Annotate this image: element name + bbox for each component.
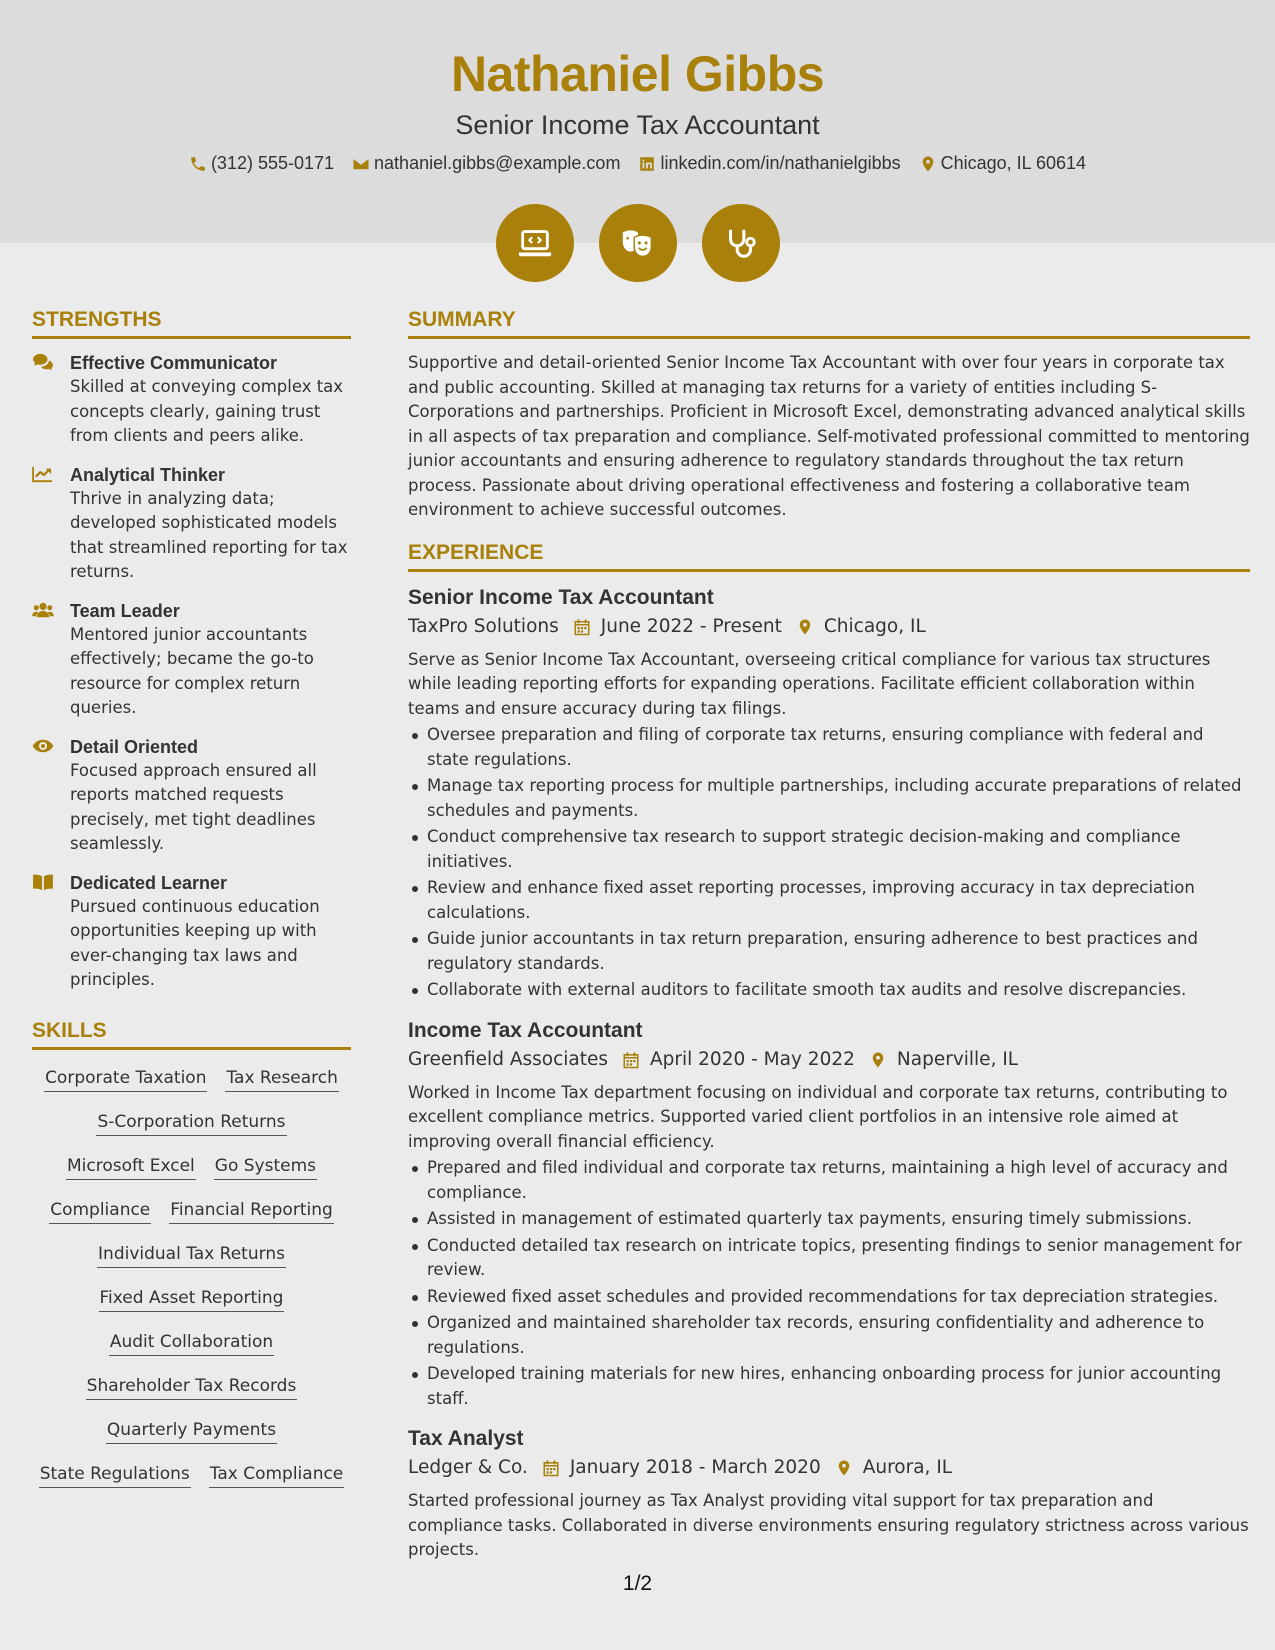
bullet-item: Guide junior accountants in tax return preparation, ensuring adherence to best practices and regulatory standards. — [408, 927, 1250, 976]
skill-tag: Financial Reporting — [169, 1200, 334, 1224]
contact-phone-text: (312) 555-0171 — [210, 153, 335, 173]
bullet-item: Manage tax reporting process for multiple partnerships, including accurate preparations of related schedules and payments. — [408, 774, 1250, 823]
strength-name: Effective Communicator — [70, 353, 278, 373]
skill-tag: Tax Compliance — [209, 1464, 345, 1488]
job-company: Ledger & Co. — [408, 1457, 528, 1478]
job-company: TaxPro Solutions — [408, 615, 559, 637]
strength-name: Detail Oriented — [70, 736, 199, 757]
job-dates: June 2022 - Present — [600, 615, 782, 637]
bullet-item: Conducted detailed tax research on intricate topics, presenting findings to senior management for review. — [408, 1234, 1250, 1283]
skill-tag: Quarterly Payments — [106, 1420, 277, 1444]
job-meta — [408, 1453, 1250, 1483]
strength-item — [32, 599, 351, 721]
skills-list — [32, 1062, 351, 1502]
left-column — [32, 308, 351, 1502]
bullet-item: Collaborate with external auditors to facilitate smooth tax audits and resolve discrepancies. — [408, 978, 1250, 1003]
skill-tag: Microsoft Excel — [66, 1156, 196, 1180]
experience-entry — [408, 1017, 1250, 1412]
calendar-icon — [542, 1459, 560, 1477]
contact-location — [919, 153, 1086, 174]
map-pin-icon — [869, 1051, 887, 1069]
theater-masks-icon — [619, 224, 657, 262]
skill-tag: Tax Research — [225, 1068, 338, 1092]
contact-linkedin-text: linkedin.com/in/nathanielgibbs — [660, 153, 901, 173]
contact-bar — [0, 153, 1275, 174]
job-location: Naperville, IL — [896, 1048, 1019, 1070]
job-title: Tax Analyst — [408, 1427, 524, 1450]
skill-tag: Corporate Taxation — [44, 1068, 207, 1092]
strength-item — [32, 351, 351, 449]
job-description: Worked in Income Tax department focusing on individual and corporate tax returns, contributing to excellent compliance metrics. Supported varied client portfolios in an intensive role aimed at improving overall financial efficiency. — [408, 1082, 1228, 1151]
comments-icon — [32, 353, 54, 371]
skill-tag: State Regulations — [39, 1464, 191, 1488]
job-description: Serve as Senior Income Tax Accountant, overseeing critical compliance for various tax structures while leading reporting efforts for expanding operations. Facilitate efficient collaboration within teams and ensure accuracy during tax filings. — [408, 649, 1211, 718]
job-bullets — [408, 723, 1250, 1003]
job-title: Senior Income Tax Accountant — [408, 585, 714, 609]
experience-entry — [408, 1425, 1250, 1563]
experience-entry — [408, 584, 1250, 1003]
chart-line-icon — [32, 465, 54, 483]
interest-circle-stethoscope — [702, 204, 780, 282]
bullet-item: Organized and maintained shareholder tax records, ensuring confidentiality and adherence to regulations. — [408, 1311, 1250, 1360]
summary-text: Supportive and detail-oriented Senior Income Tax Accountant with over four years in corporate tax and public accounting. Skilled at managing tax returns for a variety of entities including S-Corporations and partnerships. Proficient in Microsoft Excel, demonstrating advanced analytical skills in all aspects of tax preparation and compliance. Self-motivated professional committed to mentoring junior accountants and ensuring adherence to regulatory standards throughout the tax return process. Passionate about driving operational effectiveness and fostering a collaborative team environment to achieve successful outcomes. — [408, 353, 1250, 519]
envelope-icon — [352, 155, 370, 173]
bullet-item: Conduct comprehensive tax research to support strategic decision-making and compliance initiatives. — [408, 825, 1250, 874]
candidate-name: Nathaniel Gibbs — [450, 46, 825, 102]
calendar-icon — [573, 618, 591, 636]
candidate-title: Senior Income Tax Accountant — [455, 110, 820, 140]
strength-desc: Focused approach ensured all reports matched requests precisely, met tight deadlines seamlessly. — [70, 760, 317, 853]
linkedin-icon — [638, 155, 656, 173]
contact-location-text: Chicago, IL 60614 — [940, 153, 1087, 173]
job-title: Income Tax Accountant — [408, 1018, 643, 1042]
users-icon — [32, 601, 54, 619]
interest-icons — [0, 204, 1275, 282]
skill-tag: Shareholder Tax Records — [86, 1376, 298, 1400]
bullet-item: Reviewed fixed asset schedules and provided recommendations for tax depreciation strategies. — [408, 1285, 1250, 1310]
interest-circle-laptop — [496, 204, 574, 282]
map-pin-icon — [796, 618, 814, 636]
strengths-heading: STRENGTHS — [32, 308, 351, 339]
right-column — [408, 308, 1250, 1577]
job-description: Started professional journey as Tax Analyst providing vital support for tax preparation and compliance tasks. Collaborated in diverse environments ensuring regulatory strictness across various projects. — [408, 1491, 1249, 1559]
summary-heading: SUMMARY — [408, 308, 1250, 339]
bullet-item: Prepared and filed individual and corporate tax returns, maintaining a high level of accuracy and compliance. — [408, 1156, 1250, 1205]
map-pin-icon — [919, 155, 937, 173]
interest-circle-masks — [599, 204, 677, 282]
contact-email[interactable] — [352, 153, 620, 174]
calendar-icon — [622, 1051, 640, 1069]
map-pin-icon — [835, 1459, 853, 1477]
skill-tag: Go Systems — [214, 1156, 317, 1180]
bullet-item: Oversee preparation and filing of corporate tax returns, ensuring compliance with federal and state regulations. — [408, 723, 1250, 772]
contact-linkedin[interactable] — [638, 153, 900, 174]
job-company: Greenfield Associates — [408, 1048, 608, 1070]
job-bullets — [408, 1156, 1250, 1411]
job-meta — [408, 1045, 1250, 1075]
phone-icon — [189, 155, 207, 173]
job-location: Aurora, IL — [862, 1457, 953, 1478]
strength-item — [32, 871, 351, 993]
skill-tag: Audit Collaboration — [109, 1332, 274, 1356]
strength-desc: Skilled at conveying complex tax concepts clearly, gaining trust from clients and peers alike. — [70, 377, 344, 445]
job-dates: January 2018 - March 2020 — [569, 1457, 821, 1478]
job-meta — [408, 612, 1250, 642]
skill-tag: Individual Tax Returns — [97, 1244, 286, 1268]
strength-name: Team Leader — [70, 600, 180, 621]
stethoscope-icon — [722, 224, 760, 262]
bullet-item: Developed training materials for new hires, enhancing onboarding process for junior accounting staff. — [408, 1362, 1250, 1411]
bullet-item: Assisted in management of estimated quarterly tax payments, ensuring timely submissions. — [408, 1207, 1250, 1232]
contact-phone[interactable] — [189, 153, 334, 174]
page-number: 1/2 — [622, 1572, 653, 1595]
strength-desc: Mentored junior accountants effectively; became the go-to resource for complex return queries. — [70, 624, 314, 717]
skill-tag: S-Corporation Returns — [96, 1112, 286, 1136]
strength-name: Analytical Thinker — [70, 464, 226, 485]
skills-heading: SKILLS — [32, 1019, 351, 1050]
strength-name: Dedicated Learner — [70, 872, 228, 893]
job-location: Chicago, IL — [823, 615, 926, 637]
eye-icon — [32, 737, 54, 755]
laptop-code-icon — [516, 224, 554, 262]
strength-item — [32, 463, 351, 585]
job-dates: April 2020 - May 2022 — [650, 1048, 855, 1070]
strength-desc: Thrive in analyzing data; developed sophisticated models that streamlined reporting for tax returns. — [70, 488, 348, 581]
strength-item — [32, 735, 351, 857]
book-open-icon — [32, 873, 54, 891]
skill-tag: Compliance — [49, 1200, 151, 1224]
bullet-item: Review and enhance fixed asset reporting processes, improving accuracy in tax depreciation calculations. — [408, 876, 1250, 925]
skill-tag: Fixed Asset Reporting — [99, 1288, 285, 1312]
contact-email-text: nathaniel.gibbs@example.com — [374, 153, 621, 173]
strength-desc: Pursued continuous education opportunities keeping up with ever-changing tax laws and principles. — [70, 896, 320, 989]
experience-heading: EXPERIENCE — [408, 541, 1250, 572]
